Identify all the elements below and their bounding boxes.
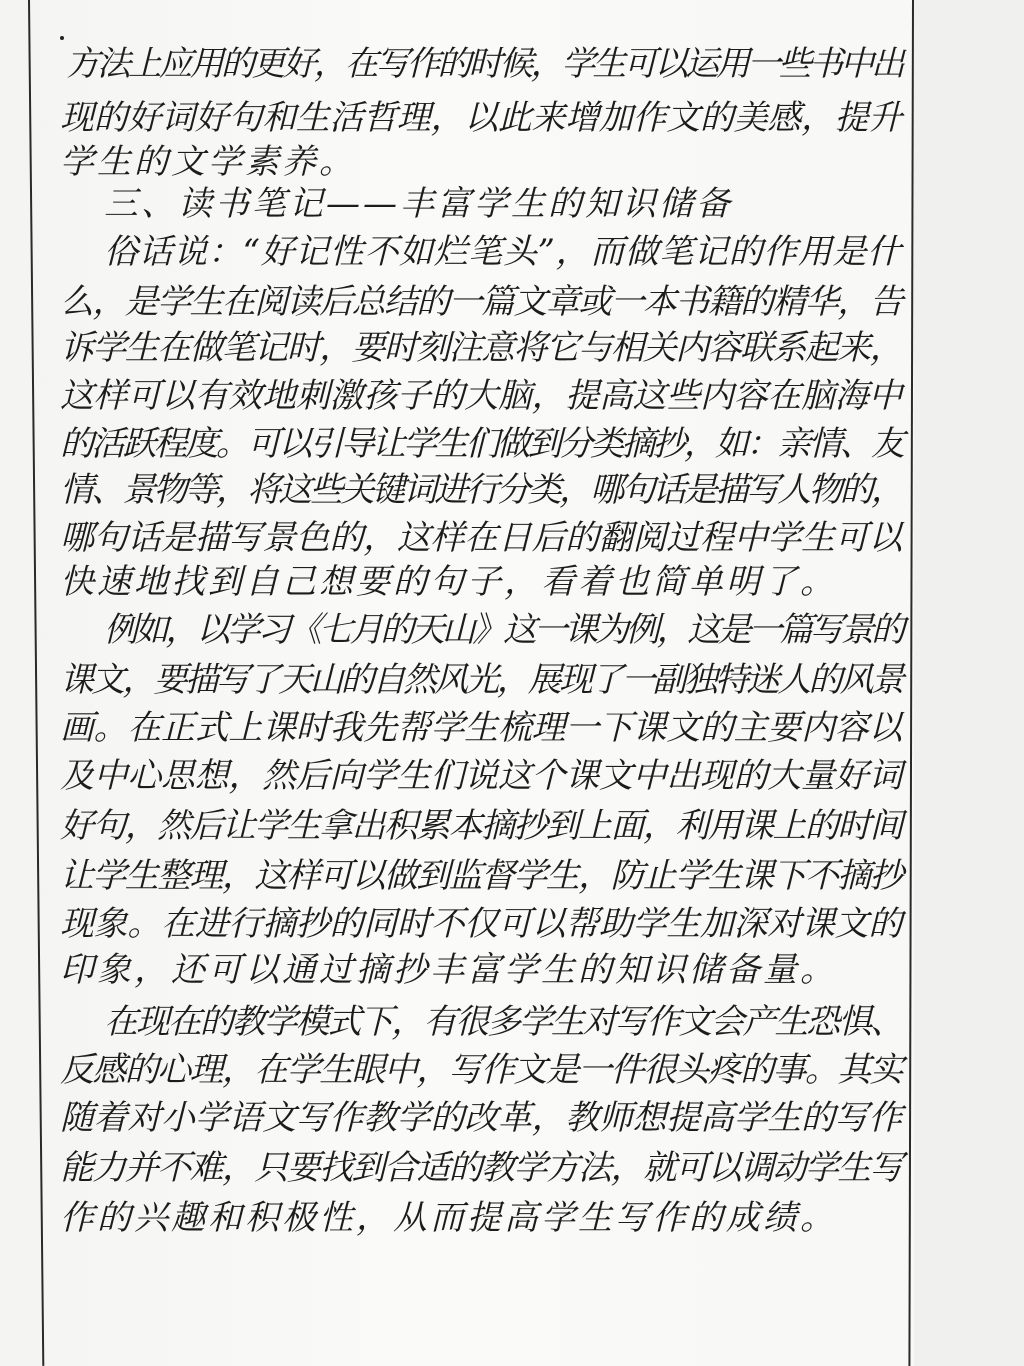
text-line-24: 能力并不难，只要找到合适的教学方法，就可以调动学生写 bbox=[60, 1148, 902, 1188]
text-line-2: 现的好词好句和生活哲理，以此来增加作文的美感，提升 bbox=[60, 98, 902, 138]
text-line-5: 俗话说：“好记性不如烂笔头”，而做笔记的作用是什 bbox=[104, 232, 902, 272]
text-line-7: 诉学生在做笔记时，要时刻注意将它与相关内容联系起来， bbox=[60, 328, 902, 368]
text-line-17: 好句，然后让学生拿出积累本摘抄到上面，利用课上的时间 bbox=[60, 806, 902, 846]
left-margin-rule bbox=[28, 0, 44, 1366]
text-line-14: 课文，要描写了天山的自然风光，展现了一副独特迷人的风景 bbox=[60, 660, 902, 700]
ink-dot bbox=[60, 36, 64, 40]
text-line-1: 方法上应用的更好，在写作的时候，学生可以运用一些书中出 bbox=[66, 44, 902, 84]
text-line-19: 现象。在进行摘抄的同时不仅可以帮助学生加深对课文的 bbox=[60, 904, 902, 944]
text-line-23: 随着对小学语文写作教学的改革，教师想提高学生的写作 bbox=[60, 1098, 902, 1138]
text-line-6: 么，是学生在阅读后总结的一篇文章或一本书籍的精华，告 bbox=[60, 282, 902, 322]
text-line-18: 让学生整理，这样可以做到监督学生，防止学生课下不摘抄 bbox=[60, 856, 902, 896]
text-line-25: 作的兴趣和积极性，从而提高学生写作的成绩。 bbox=[60, 1198, 837, 1238]
text-line-3: 学生的文学素养。 bbox=[60, 142, 356, 182]
text-line-20: 印象，还可以通过摘抄丰富学生的知识储备量。 bbox=[60, 950, 837, 990]
text-line-21: 在现在的教学模式下，有很多学生对写作文会产生恐惧、 bbox=[104, 1002, 902, 1042]
text-line-15: 画。在正式上课时我先帮学生梳理一下课文的主要内容以 bbox=[60, 708, 902, 748]
text-line-13: 例如，以学习《七月的天山》这一课为例，这是一篇写景的 bbox=[104, 610, 902, 650]
text-line-10: 情、景物等，将这些关键词进行分类，哪句话是描写人物的， bbox=[60, 470, 902, 510]
text-line-22: 反感的心理，在学生眼中，写作文是一件很头疼的事。其实 bbox=[60, 1050, 902, 1090]
text-line-16: 及中心思想，然后向学生们说这个课文中出现的大量好词 bbox=[60, 756, 902, 796]
text-line-8: 这样可以有效地刺激孩子的大脑，提高这些内容在脑海中 bbox=[60, 376, 902, 416]
text-line-12: 快速地找到自己想要的句子，看着也简单明了。 bbox=[60, 562, 837, 602]
text-line-11: 哪句话是描写景色的，这样在日后的翻阅过程中学生可以 bbox=[60, 518, 902, 558]
right-margin-area bbox=[914, 0, 1024, 1366]
text-line-9: 的活跃程度。可以引导让学生们做到分类摘抄，如：亲情、友 bbox=[60, 424, 902, 464]
section-heading: 三、读书笔记——丰富学生的知识储备 bbox=[104, 184, 733, 224]
